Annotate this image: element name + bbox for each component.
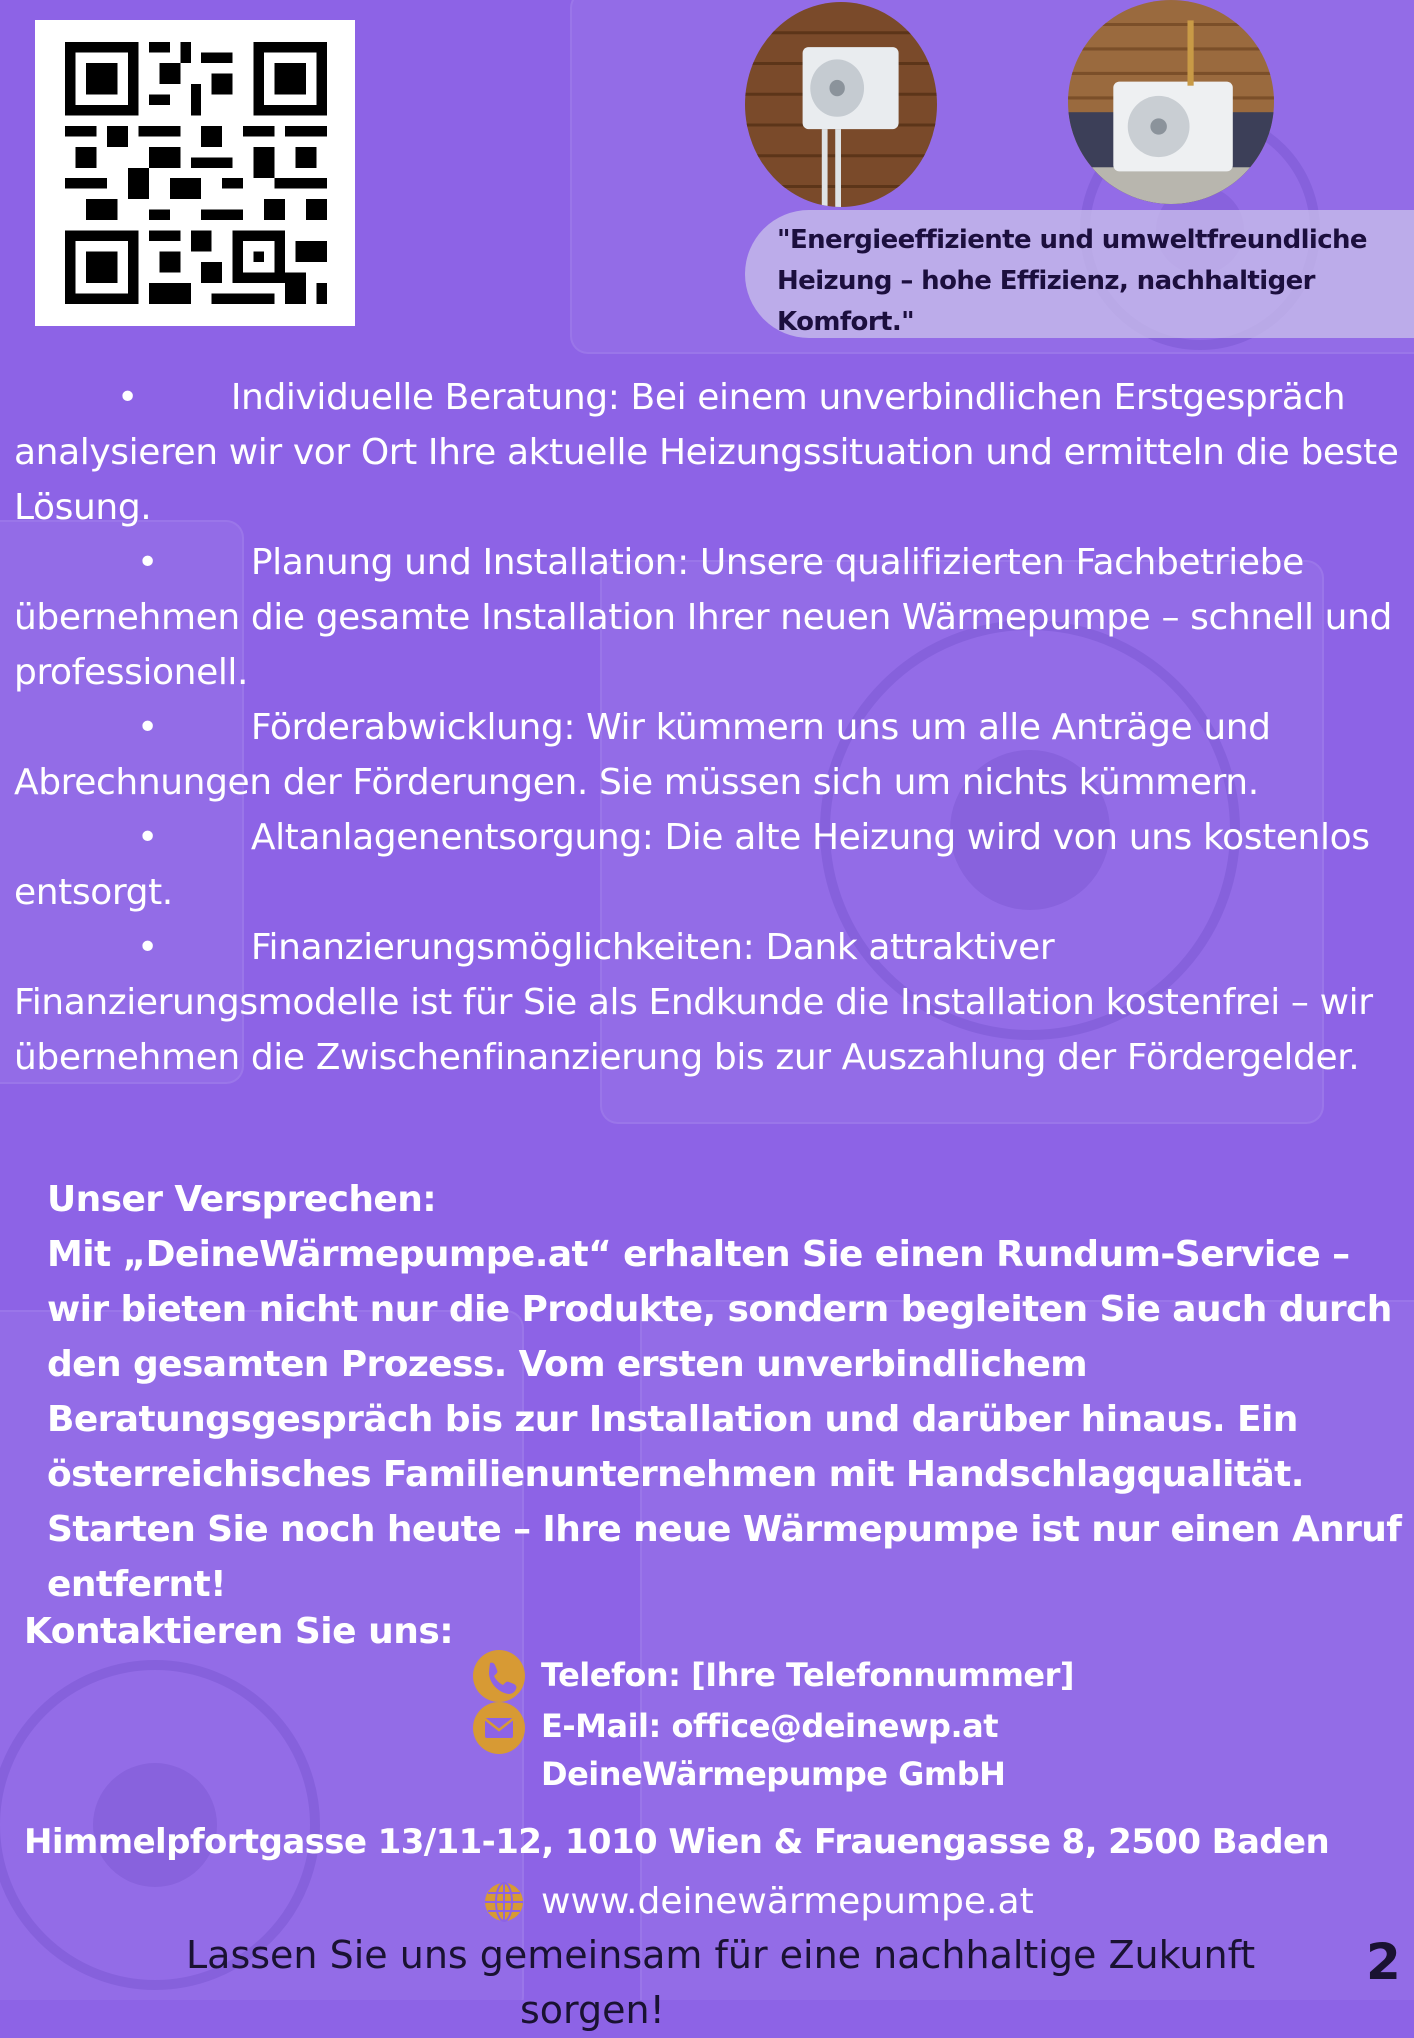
service-text: Förderabwicklung: Wir kümmern uns um alle Anträge und Abrechnungen der Förderungen. Sie müssen sich um nichts kümmern.	[14, 707, 1271, 803]
heat-pump-wall-photo	[745, 2, 937, 207]
list-bullet: •	[117, 377, 138, 418]
contact-phone[interactable]: Telefon: [Ihre Telefonnummer]	[541, 1656, 1075, 1694]
promise-section	[47, 1172, 1407, 1612]
closing-line: Lassen Sie uns gemeinsam für eine nachhaltige Zukunft	[186, 1933, 1256, 1977]
tagline-text: "Energieeffiziente und umweltfreundliche Heizung – hohe Effizienz, nachhaltiger Komfort."	[777, 225, 1367, 337]
list-bullet: •	[137, 542, 158, 583]
company-address: Himmelpfortgasse 13/11-12, 1010 Wien & Frauengasse 8, 2500 Baden	[24, 1822, 1330, 1862]
services-list	[14, 370, 1404, 1085]
promise-cta: Starten Sie noch heute – Ihre neue Wärmepumpe ist nur einen Anruf entfernt!	[47, 1509, 1402, 1605]
service-text: Individuelle Beratung: Bei einem unverbindlichen Erstgespräch analysieren wir vor Ort Ihre aktuelle Heizungssituation und ermitteln die beste Lösung.	[14, 377, 1399, 528]
service-text: Altanlagenentsorgung: Die alte Heizung wird von uns kostenlos entsorgt.	[14, 817, 1370, 913]
service-item	[14, 920, 1404, 1085]
closing-line-2: sorgen!	[520, 1988, 665, 2032]
company-name: DeineWärmepumpe GmbH	[541, 1755, 1006, 1793]
promise-heading: Unser Versprechen:	[47, 1179, 437, 1220]
service-item	[14, 370, 1404, 535]
service-text: Finanzierungsmöglichkeiten: Dank attraktiver Finanzierungsmodelle ist für Sie als Endkunde die Installation kostenfrei – wir übernehmen die Zwischenfinanzierung bis zur Auszahlung der Fördergelder.	[14, 927, 1373, 1078]
service-text: Planung und Installation: Unsere qualifizierten Fachbetriebe übernehmen die gesamte Installation Ihrer neuen Wärmepumpe – schnell und professionell.	[14, 542, 1392, 693]
service-item	[14, 810, 1404, 920]
list-bullet: •	[137, 707, 158, 748]
tagline-bubble	[745, 210, 1414, 338]
list-bullet: •	[137, 817, 158, 858]
qr-code[interactable]	[35, 20, 355, 326]
phone-icon	[473, 1650, 525, 1702]
promise-body: Mit „DeineWärmepumpe.at“ erhalten Sie einen Rundum-Service – wir bieten nicht nur die Produkte, sondern begleiten Sie auch durch den gesamten Prozess. Vom ersten unverbindlichem Beratungsgespräch bis zur Installation und darüber hinaus. Ein österreichisches Familienunternehmen mit Handschlagqualität.	[47, 1234, 1392, 1495]
service-item	[14, 535, 1404, 700]
list-bullet: •	[137, 927, 158, 968]
mail-icon	[473, 1702, 525, 1754]
contact-heading: Kontaktieren Sie uns:	[24, 1611, 454, 1652]
contact-email[interactable]: E-Mail: office@deinewp.at	[541, 1707, 998, 1745]
page-number: 2	[1366, 1933, 1401, 1991]
heat-pump-ground-photo	[1068, 0, 1274, 204]
website-link[interactable]: www.deinewärmepumpe.at	[541, 1881, 1034, 1922]
qr-code-icon	[65, 42, 327, 304]
globe-icon	[482, 1880, 526, 1924]
service-item	[14, 700, 1404, 810]
